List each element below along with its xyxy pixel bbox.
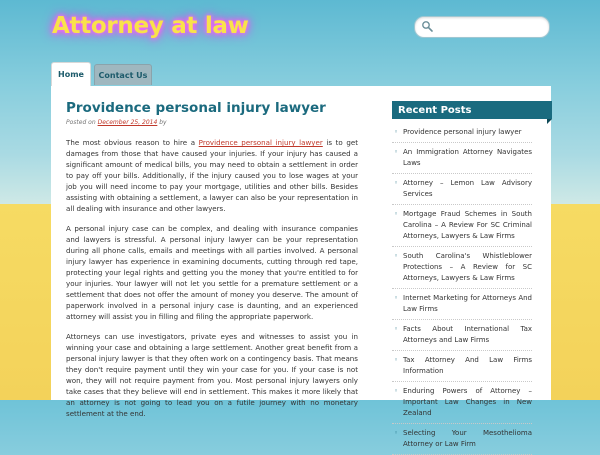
- post-paragraph: Attorneys can use investigators, private eyes and witnesses to assist you in winning your case and obtaining a large settlement. Another great benefit from a personal injury lawyer is that they often work on a contingency basis. That means they don't require payment until they win your case for you. If your case is not won, they will not require payment from you. Most personal injury lawyers only take cases that they believe will end in settlement. This makes it more likely that an attorney is not going to lead you on a futile journey with no monetary settlement at the end.: [66, 332, 358, 418]
- recent-post-label: Tax Attorney And Law Firms Information: [403, 356, 532, 375]
- bullet-icon: ◦: [394, 210, 399, 218]
- bullet-icon: ◦: [394, 325, 399, 333]
- recent-post-item[interactable]: [392, 351, 532, 382]
- post-inline-link[interactable]: Providence personal injury lawyer: [198, 138, 323, 147]
- search-input[interactable]: [437, 19, 547, 36]
- bullet-icon: ◦: [394, 128, 399, 136]
- tab-home[interactable]: Home: [51, 62, 91, 86]
- post-paragraph: [66, 137, 358, 214]
- recent-post-label: Enduring Powers of Attorney – Important Law Changes in New Zealand: [403, 387, 532, 417]
- post-paragraph-text: is to get damages from those that have caused your injuries. If your injury has caused a significant amount of medical bills, you may need to obtain a settlement in order to pay off your bills. Additionally, if the injury caused you to lose wages at your job you will need income to pay your mortgage, utilities and other bills. Besides assisting with obtaining a settlement, a lawyer can also be your representation in all dealing with insurance and other lawyers.: [66, 138, 358, 213]
- bullet-icon: ◦: [394, 148, 399, 156]
- bullet-icon: ◦: [394, 252, 399, 260]
- recent-post-label: South Carolina's Whistleblower Protections – A Review for SC Attorneys, Lawyers & Law Firms: [403, 252, 532, 282]
- sidebar: [392, 101, 552, 455]
- bullet-icon: ◦: [394, 387, 399, 395]
- recent-post-label: Internet Marketing for Attorneys And Law Firms: [403, 294, 532, 313]
- bullet-icon: ◦: [394, 356, 399, 364]
- recent-post-item[interactable]: [392, 123, 532, 143]
- recent-post-label: Selecting Your Mesothelioma Attorney or Law Firm: [403, 429, 532, 448]
- recent-post-label: Attorney – Lemon Law Advisory Services: [403, 179, 532, 198]
- post-paragraph-text: The most obvious reason to hire a: [66, 138, 199, 147]
- post-paragraph: A personal injury case can be complex, and dealing with insurance companies and lawyers is stressful. A personal injury lawyer can be your representation during all phone calls, emails and meetings with all parties involved. A personal injury lawyer has experience in examining documents, cutting through red tape, protecting your legal rights and getting you the money that you're entitled to for your injuries. Your lawyer will not let you settle for a premature settlement or a settlement that does not offer the amount of money you deserve. The amount of paperwork involved in a personal injury case is daunting, and an experienced attorney will assist you in filling and filing the appropriate paperwork.: [66, 224, 358, 321]
- post-meta-prefix: Posted on: [66, 119, 96, 126]
- recent-post-item[interactable]: [392, 320, 532, 351]
- post-date-link[interactable]: December 25, 2014: [97, 119, 158, 126]
- post-meta: [66, 119, 167, 126]
- post-body: [66, 137, 358, 428]
- site-title[interactable]: Attorney at law: [52, 13, 249, 39]
- recent-post-label: Facts About International Tax Attorneys and Law Firms: [403, 325, 532, 344]
- post-title[interactable]: Providence personal injury lawyer: [66, 100, 326, 116]
- bullet-icon: ◦: [394, 294, 399, 302]
- bullet-icon: ◦: [394, 179, 399, 187]
- recent-post-item[interactable]: [392, 382, 532, 424]
- recent-post-label: Providence personal injury lawyer: [403, 128, 522, 136]
- search-icon: [421, 20, 434, 33]
- recent-posts-list: [392, 123, 532, 455]
- recent-post-item[interactable]: [392, 174, 532, 205]
- search-box[interactable]: [414, 16, 550, 38]
- bullet-icon: ◦: [394, 429, 399, 437]
- recent-post-item[interactable]: [392, 247, 532, 289]
- recent-post-item[interactable]: [392, 424, 532, 455]
- recent-post-item[interactable]: [392, 205, 532, 247]
- recent-post-item[interactable]: [392, 143, 532, 174]
- tab-contact-us[interactable]: Contact Us: [94, 64, 152, 85]
- recent-post-label: Mortgage Fraud Schemes in South Carolina – A Review For SC Criminal Attorneys, Lawyers & Law Firms: [403, 210, 532, 240]
- post-meta-suffix: by: [159, 119, 167, 126]
- recent-post-label: An Immigration Attorney Navigates Laws: [403, 148, 532, 167]
- recent-post-item[interactable]: [392, 289, 532, 320]
- recent-posts-heading: Recent Posts: [392, 101, 552, 119]
